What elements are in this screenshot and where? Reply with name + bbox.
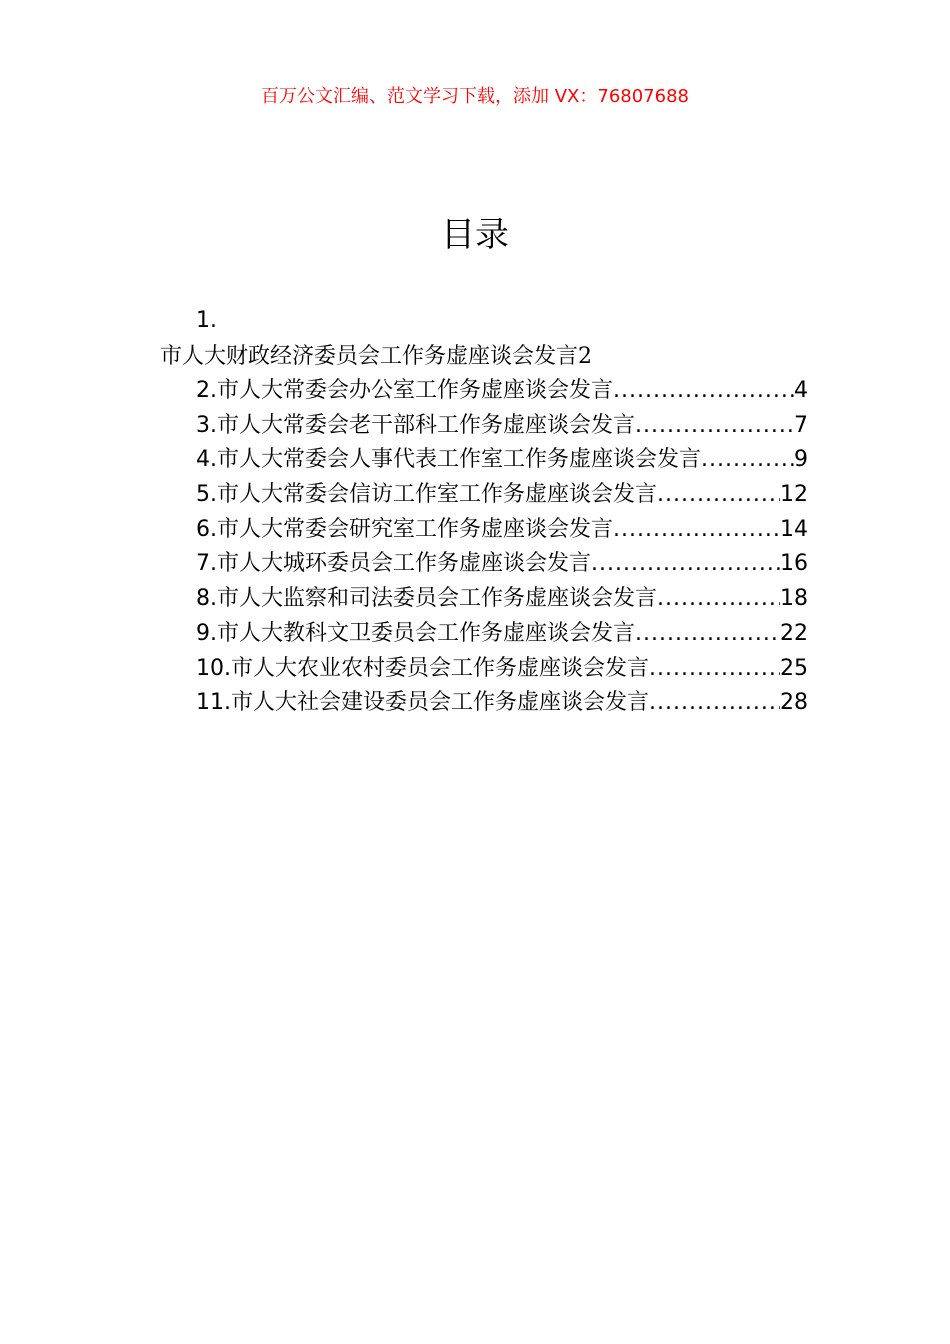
header-watermark-note: 百万公文汇编、范文学习下载，添加 VX：76807688 xyxy=(261,86,689,107)
toc-leader-dots xyxy=(657,582,780,617)
toc-leader-dots xyxy=(649,652,780,687)
toc-item[interactable] xyxy=(196,652,808,687)
toc-item-1-number[interactable]: 1. xyxy=(196,308,217,333)
toc-item-page: 18 xyxy=(780,586,808,612)
toc-item-label: 5.市人大常委会信访工作室工作务虚座谈会发言 xyxy=(196,482,657,508)
toc-leader-dots xyxy=(649,686,780,721)
toc-item-1-label: 市人大财政经济委员会工作务虚座谈会发言 xyxy=(160,344,579,369)
page-title: 目录 xyxy=(441,215,509,255)
toc-item[interactable] xyxy=(196,374,808,409)
toc-item-label: 2.市人大常委会办公室工作务虚座谈会发言 xyxy=(196,378,613,403)
toc-item[interactable] xyxy=(196,478,808,513)
toc-item-label: 8.市人大监察和司法委员会工作务虚座谈会发言 xyxy=(196,586,657,612)
toc-item-page: 4 xyxy=(794,378,808,403)
toc-leader-dots xyxy=(635,617,780,652)
toc-item-label: 10.市人大农业农村委员会工作务虚座谈会发言 xyxy=(196,655,649,681)
toc-item-1-title[interactable] xyxy=(160,340,592,374)
toc-item-label: 9.市人大教科文卫委员会工作务虚座谈会发言 xyxy=(196,620,635,646)
toc-item-label: 3.市人大常委会老干部科工作务虚座谈会发言 xyxy=(196,412,635,438)
toc-item-1-page: 2 xyxy=(578,344,593,369)
toc-item-label: 11.市人大社会建设委员会工作务虚座谈会发言 xyxy=(196,690,649,716)
toc-item-page: 25 xyxy=(780,655,808,681)
toc-leader-dots xyxy=(613,374,794,409)
toc-leader-dots xyxy=(613,513,780,548)
toc-item-label: 6.市人大常委会研究室工作务虚座谈会发言 xyxy=(196,516,613,542)
toc-item-page: 12 xyxy=(780,482,808,508)
toc-item[interactable] xyxy=(196,686,808,721)
toc-leader-dots xyxy=(591,547,780,582)
toc-item-page: 16 xyxy=(780,551,808,577)
toc-item-label: 7.市人大城环委员会工作务虚座谈会发言 xyxy=(196,551,591,577)
toc-item[interactable] xyxy=(196,582,808,617)
toc-item-page: 7 xyxy=(794,412,808,438)
toc-list xyxy=(196,374,808,721)
toc-leader-dots xyxy=(635,409,794,444)
toc-item[interactable] xyxy=(196,547,808,582)
toc-item-page: 28 xyxy=(780,690,808,716)
toc-item[interactable] xyxy=(196,443,808,478)
toc-leader-dots xyxy=(657,478,780,513)
toc-item[interactable] xyxy=(196,409,808,444)
toc-item-page: 9 xyxy=(794,447,808,473)
toc-item-page: 22 xyxy=(780,620,808,646)
toc-leader-dots xyxy=(701,443,794,478)
toc-item[interactable] xyxy=(196,513,808,548)
toc-item[interactable] xyxy=(196,617,808,652)
toc-item-page: 14 xyxy=(780,516,808,542)
toc-item-label: 4.市人大常委会人事代表工作室工作务虚座谈会发言 xyxy=(196,447,701,473)
